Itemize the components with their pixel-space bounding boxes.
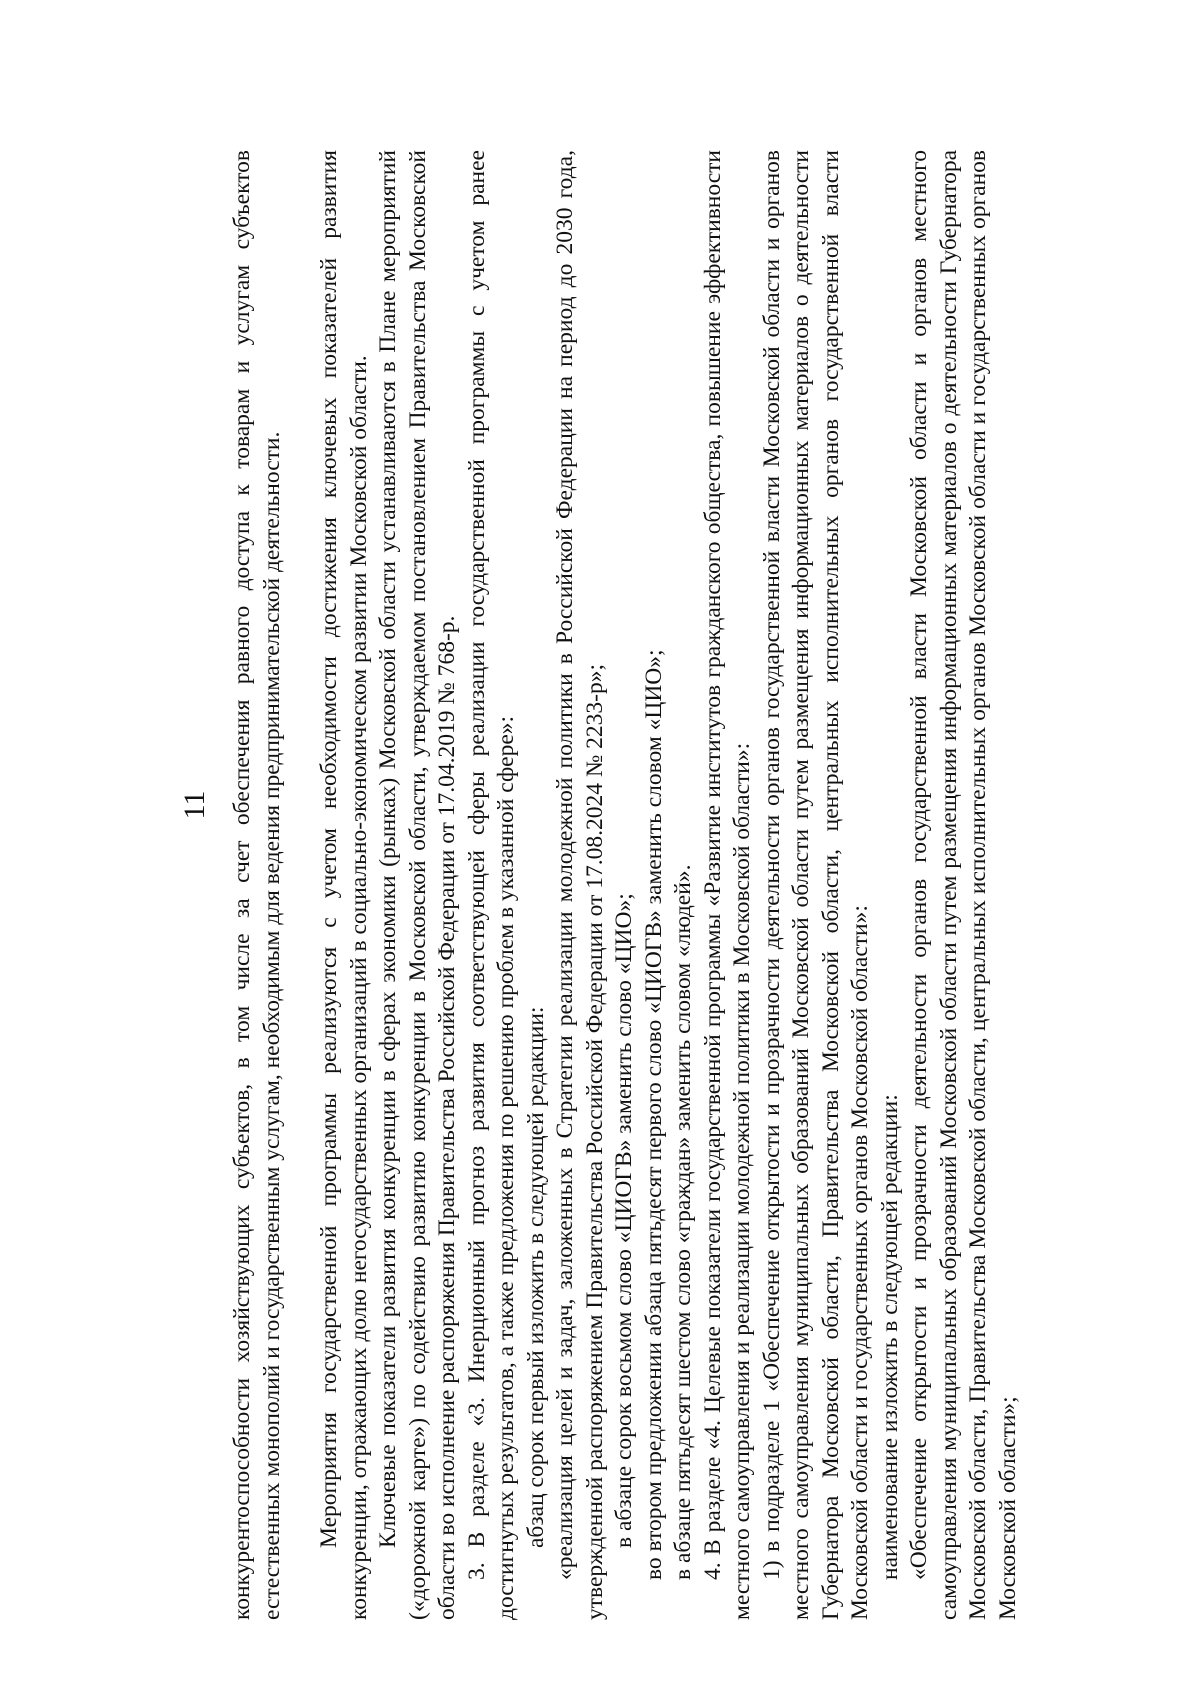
rotated-page-content [180,150,1100,1620]
paragraph: «Обеспечение открытости и прозрачности деятельности органов государственной власти Московской области и органов местного самоуправления муниципальных образований Московской области путем размещения информационных материалов о деятельности Губернатора Московской области, Правительства Московской области, центральных исполнительных органов Московской области и государственных органов Московской области»; [906,150,1021,1620]
paragraph: Ключевые показатели развития конкуренции в сферах экономики (рынках) Московской области устанавливаются в Плане мероприятий («дорожной карте») по содействию развитию конкуренции в Московской области, утверждаемом постановлением Правительства Московской области во исполнение распоряжения Правительства Российской Федерации от 17.04.2019 № 768-р. [375,150,460,1620]
paragraph: Мероприятия государственной программы реализуются с учетом необходимости достижения ключевых показателей развития конкуренции, отражающих долю негосударственных организаций в социально-экономическом развитии Московской области. [316,150,372,1620]
paragraph: наименование изложить в следующей редакции: [876,1094,903,1580]
document-body [228,150,1023,1620]
paragraph: в абзаце сорок восьмом слово «ЦИОГВ» заменить слово «ЦИО»; [611,893,637,1548]
paragraph: абзац сорок первый изложить в следующей редакции: [522,1006,549,1548]
paragraph: «реализация целей и задач, заложенных в Стратегии реализации молодежной политики в Российской Федерации на период до 2030 года, утвержденной распоряжением Правительства Российской Федерации от 17.08.2024 № 2233-р»; [552,150,608,1620]
paragraph: 3. В разделе «3. Инерционный прогноз развития соответствующей сферы реализации государственной программы с учетом ранее достигнутых результатов, а также предложения по решению проблем в указанной сфере»: [463,150,519,1620]
paragraph: во втором предложении абзаца пятьдесят первого слово «ЦИОГВ» заменить словом «ЦИО»; [640,649,667,1580]
paragraph: в абзаце пятьдесят шестом слово «граждан» заменить словом «людей». [670,864,696,1580]
paragraph: 1) в подразделе 1 «Обеспечение открытости и прозрачности деятельности органов государственной власти Московской области и органов местного самоуправления муниципальных образований Московской области путем размещения информационных материалов о деятельности Губернатора Московской области, Правительства Московской области, центральных исполнительных органов государственной власти Московской области и государственных органов Московской области»: [758,150,873,1620]
paragraph: конкурентоспособности хозяйствующих субъектов, в том числе за счет обеспечения равного доступа к товарам и услугам субъектов естественных монополий и государственным услугам, необходимым для ведения предпринимательской деятельности. [229,150,285,1620]
paragraph: 4. В разделе «4. Целевые показатели государственной программы «Развитие институтов гражданского общества, повышение эффективности местного самоуправления и реализации молодежной политики в Московской области»: [699,150,755,1620]
page-number: 11 [178,790,211,820]
